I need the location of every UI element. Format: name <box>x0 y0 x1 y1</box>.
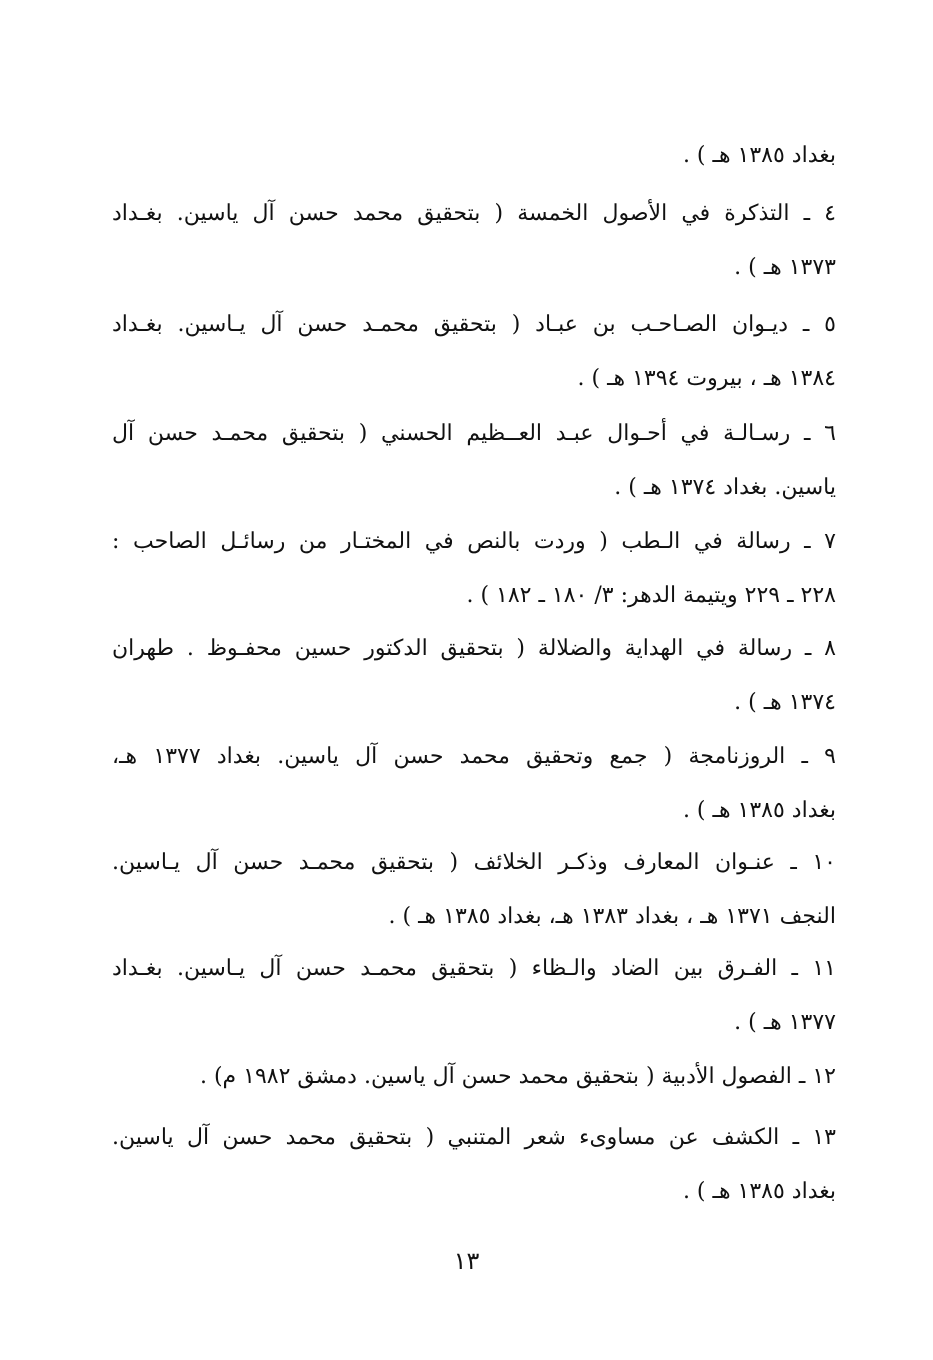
entry-line: ياسين. بغداد ١٣٧٤ هـ ) . <box>614 475 836 500</box>
entry-line: بغداد ١٣٨٥ هـ ) . <box>682 1179 836 1204</box>
entry-line: بغداد ١٣٨٥ هـ ) . <box>682 143 836 168</box>
entry-line: ١٣٧٤ هـ ) . <box>734 690 836 715</box>
entry-10 <box>112 836 836 944</box>
entry-12 <box>112 1050 836 1104</box>
entry-line: ٩ ـ الروزنامجة ( جمع وتحقيق محمد حسن آل ياسين. بغداد ١٣٧٧ هـ، <box>112 744 836 769</box>
entry-line: ٧ ـ رسالة في الـطب ( وردت بالنص في المختـار من رسائـل الصاحب : <box>112 529 836 554</box>
entry-line: ١٣٧٧ هـ ) . <box>734 1010 836 1035</box>
entry-continuation <box>112 129 836 183</box>
entry-line: ٥ ـ ديـوان الصـاحـب بن عبـاد ( بتحقيق محمـد حسن آل يـاسين. بغـداد <box>112 312 836 337</box>
entry-11 <box>112 942 836 1050</box>
entry-line: ١٢ ـ الفصول الأدبية ( بتحقيق محمد حسن آل ياسين. دمشق ١٩٨٢ م) . <box>199 1064 836 1089</box>
entry-9 <box>112 730 836 838</box>
entry-5 <box>112 298 836 406</box>
entry-line: ٦ ـ رسـالـة في أحـوال عبـد العــظيم الحسني ( بتحقيق محمـد حسن آل <box>112 421 836 446</box>
entry-13 <box>112 1111 836 1219</box>
entry-line: ١٣٨٤ هـ ، بيروت ١٣٩٤ هـ ) . <box>577 366 836 391</box>
entry-line: ١٣٧٣ هـ ) . <box>734 255 836 280</box>
entry-4 <box>112 187 836 295</box>
entry-line: النجف ١٣٧١ هـ ، بغداد ١٣٨٣ هـ، بغداد ١٣٨٥ هـ ) . <box>388 904 836 929</box>
entry-7 <box>112 515 836 623</box>
entry-line: ١١ ـ الفـرق بين الضاد والـظاء ( بتحقيق محمـد حسن آل يـاسين. بغـداد <box>112 956 836 981</box>
entry-line: ٤ ـ التذكرة في الأصول الخمسة ( بتحقيق محمد حسن آل ياسين. بغـداد <box>112 201 836 226</box>
entry-line: ١٠ ـ عنـوان المعارف وذكـر الخلائف ( بتحقيق محمـد حسن آل يـاسين. <box>112 850 836 875</box>
entry-6 <box>112 407 836 515</box>
entry-line: ٢٢٨ ـ ٢٢٩ ويتيمة الدهر: ٣/ ١٨٠ ـ ١٨٢ ) . <box>466 583 836 608</box>
entry-8 <box>112 622 836 730</box>
entry-line: بغداد ١٣٨٥ هـ ) . <box>682 798 836 823</box>
entry-line: ١٣ ـ الكشف عن مساوىء شعر المتنبي ( بتحقيق محمد حسن آل ياسين. <box>112 1125 836 1150</box>
entry-line: ٨ ـ رسالة في الهداية والضلالة ( بتحقيق الدكتور حسين محفـوظ . طهران <box>112 636 836 661</box>
page-number: ١٣ <box>453 1247 480 1275</box>
